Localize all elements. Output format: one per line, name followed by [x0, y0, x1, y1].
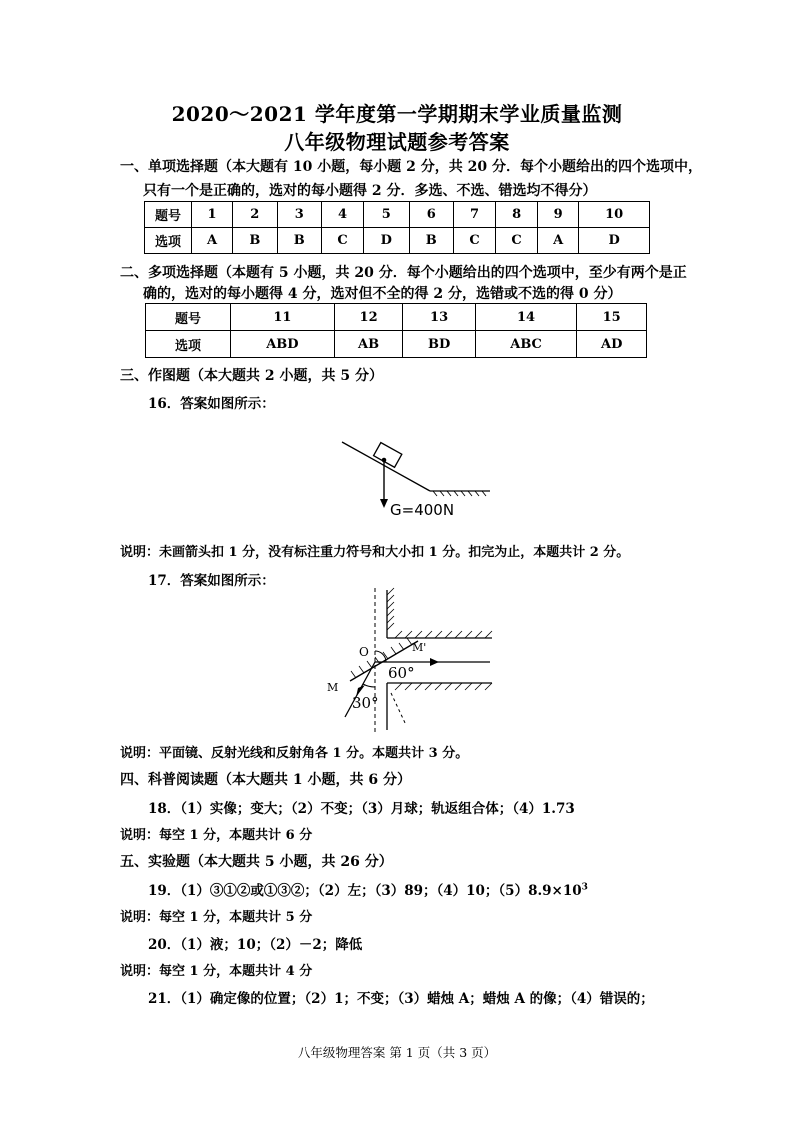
- table-header-cell: 题号: [145, 202, 192, 228]
- q17-note: 说明：平面镜、反射光线和反射角各 1 分。本题共计 3 分。: [120, 746, 469, 761]
- q20-note: 说明：每空 1 分，本题共计 4 分: [120, 964, 313, 979]
- table-cell: 6: [409, 202, 453, 228]
- multiple-choice-table: [145, 303, 647, 358]
- table-cell: AB: [334, 331, 403, 358]
- mirror-end-m-prime-label: M': [412, 641, 427, 654]
- q19-note: 说明：每空 1 分，本题共计 5 分: [120, 910, 313, 925]
- upper-wall-hatch: [387, 588, 492, 638]
- angle-30-label: 30°: [352, 694, 379, 712]
- table-row-numbers: [146, 304, 647, 331]
- table-cell: ABC: [475, 331, 577, 358]
- section1-heading-line2: 只有一个是正确的，选对的每小题得 2 分．多选、不选、错选均不得分）: [143, 183, 597, 199]
- page-footer: 八年级物理答案 第 1 页（共 3 页）: [297, 1045, 497, 1060]
- table-cell: 11: [231, 304, 335, 331]
- table-header-cell: 题号: [146, 304, 231, 331]
- figure-17-reflection: [320, 585, 500, 735]
- q19-exponent: 3: [581, 882, 588, 893]
- table-cell: 4: [321, 202, 363, 228]
- table-cell: BD: [403, 331, 475, 358]
- section4-heading: 四、科普阅读题（本大题共 1 小题，共 6 分）: [120, 772, 411, 788]
- table-cell: D: [364, 228, 409, 254]
- table-row-numbers: [145, 202, 650, 228]
- section2-heading-line1: 二、多项选择题（本题有 5 小题，共 20 分．每个小题给出的四个选项中，至少有两个是正: [120, 265, 687, 281]
- force-label: G=400N: [390, 501, 455, 519]
- table-cell: 8: [496, 202, 538, 228]
- table-cell: AD: [577, 331, 647, 358]
- q17-label: 17．答案如图所示：: [148, 573, 275, 589]
- table-cell: A: [538, 228, 579, 254]
- block: [374, 443, 402, 468]
- section1-heading-line1: 一、单项选择题（本大题有 10 小题，每小题 2 分，共 20 分．每个小题给出的四个选项中，: [120, 159, 702, 175]
- table-cell: D: [579, 228, 650, 254]
- table-cell: 15: [577, 304, 647, 331]
- table-cell: 10: [579, 202, 650, 228]
- q20-answer: 20．（1）液；10；（2）－2；降低: [148, 937, 363, 953]
- q21-answer: 21．（1）确定像的位置；（2）1；不变；（3）蜡烛 A；蜡烛 A 的像；（4）错误的；: [148, 991, 654, 1007]
- table-cell: 13: [403, 304, 475, 331]
- mirror-end-m-label: M: [327, 681, 339, 694]
- q16-label: 16．答案如图所示：: [148, 396, 275, 412]
- lower-wall-hatch: [395, 683, 492, 690]
- section2-heading-line2: 确的，选对的每小题得 4 分，选对但不全的得 2 分，选错或不选的得 0 分）: [143, 286, 622, 302]
- table-cell: 14: [475, 304, 577, 331]
- q18-answer: 18．（1）实像；变大；（2）不变；（3）月球；轨返组合体；（4）1.73: [148, 801, 575, 817]
- table-cell: C: [496, 228, 538, 254]
- q19-text: 19．（1）③①②或①③②；（2）左；（3）89；（4）10；（5）8.9×10: [148, 883, 582, 899]
- gravity-arrow-head: [380, 499, 388, 508]
- page-subtitle: 八年级物理试题参考答案: [284, 130, 510, 154]
- table-cell: 2: [233, 202, 277, 228]
- q19-answer: [148, 879, 588, 899]
- table-cell: 5: [364, 202, 409, 228]
- table-cell: B: [233, 228, 277, 254]
- table-cell: C: [321, 228, 363, 254]
- reflected-ray-arrow: [430, 658, 439, 666]
- table-cell: A: [192, 228, 233, 254]
- section5-heading: 五、实验题（本大题共 5 小题，共 26 分）: [120, 854, 393, 870]
- section3-heading: 三、作图题（本大题共 2 小题，共 5 分）: [120, 368, 383, 384]
- table-cell: 1: [192, 202, 233, 228]
- table-cell: 7: [453, 202, 495, 228]
- q18-note: 说明：每空 1 分，本题共计 6 分: [120, 828, 313, 843]
- table-cell: ABD: [231, 331, 335, 358]
- page-title: 2020～2021 学年度第一学期期末学业质量监测: [171, 102, 623, 126]
- ground-hatch: [433, 491, 486, 496]
- single-choice-table: [144, 201, 650, 254]
- extension-dashed-line: [391, 693, 406, 725]
- table-cell: 12: [334, 304, 403, 331]
- table-row-answers: [145, 228, 650, 254]
- table-cell: 9: [538, 202, 579, 228]
- table-cell: C: [453, 228, 495, 254]
- table-header-cell: 选项: [145, 228, 192, 254]
- table-cell: 3: [277, 202, 321, 228]
- q16-note: 说明：未画箭头扣 1 分，没有标注重力符号和大小扣 1 分。扣完为止，本题共计 2 分。: [120, 545, 630, 560]
- table-header-cell: 选项: [146, 331, 231, 358]
- table-cell: B: [277, 228, 321, 254]
- point-o-label: O: [359, 645, 369, 659]
- angle-30-arc: [363, 684, 375, 687]
- table-row-answers: [146, 331, 647, 358]
- angle-60-label: 60°: [388, 664, 415, 682]
- table-cell: B: [409, 228, 453, 254]
